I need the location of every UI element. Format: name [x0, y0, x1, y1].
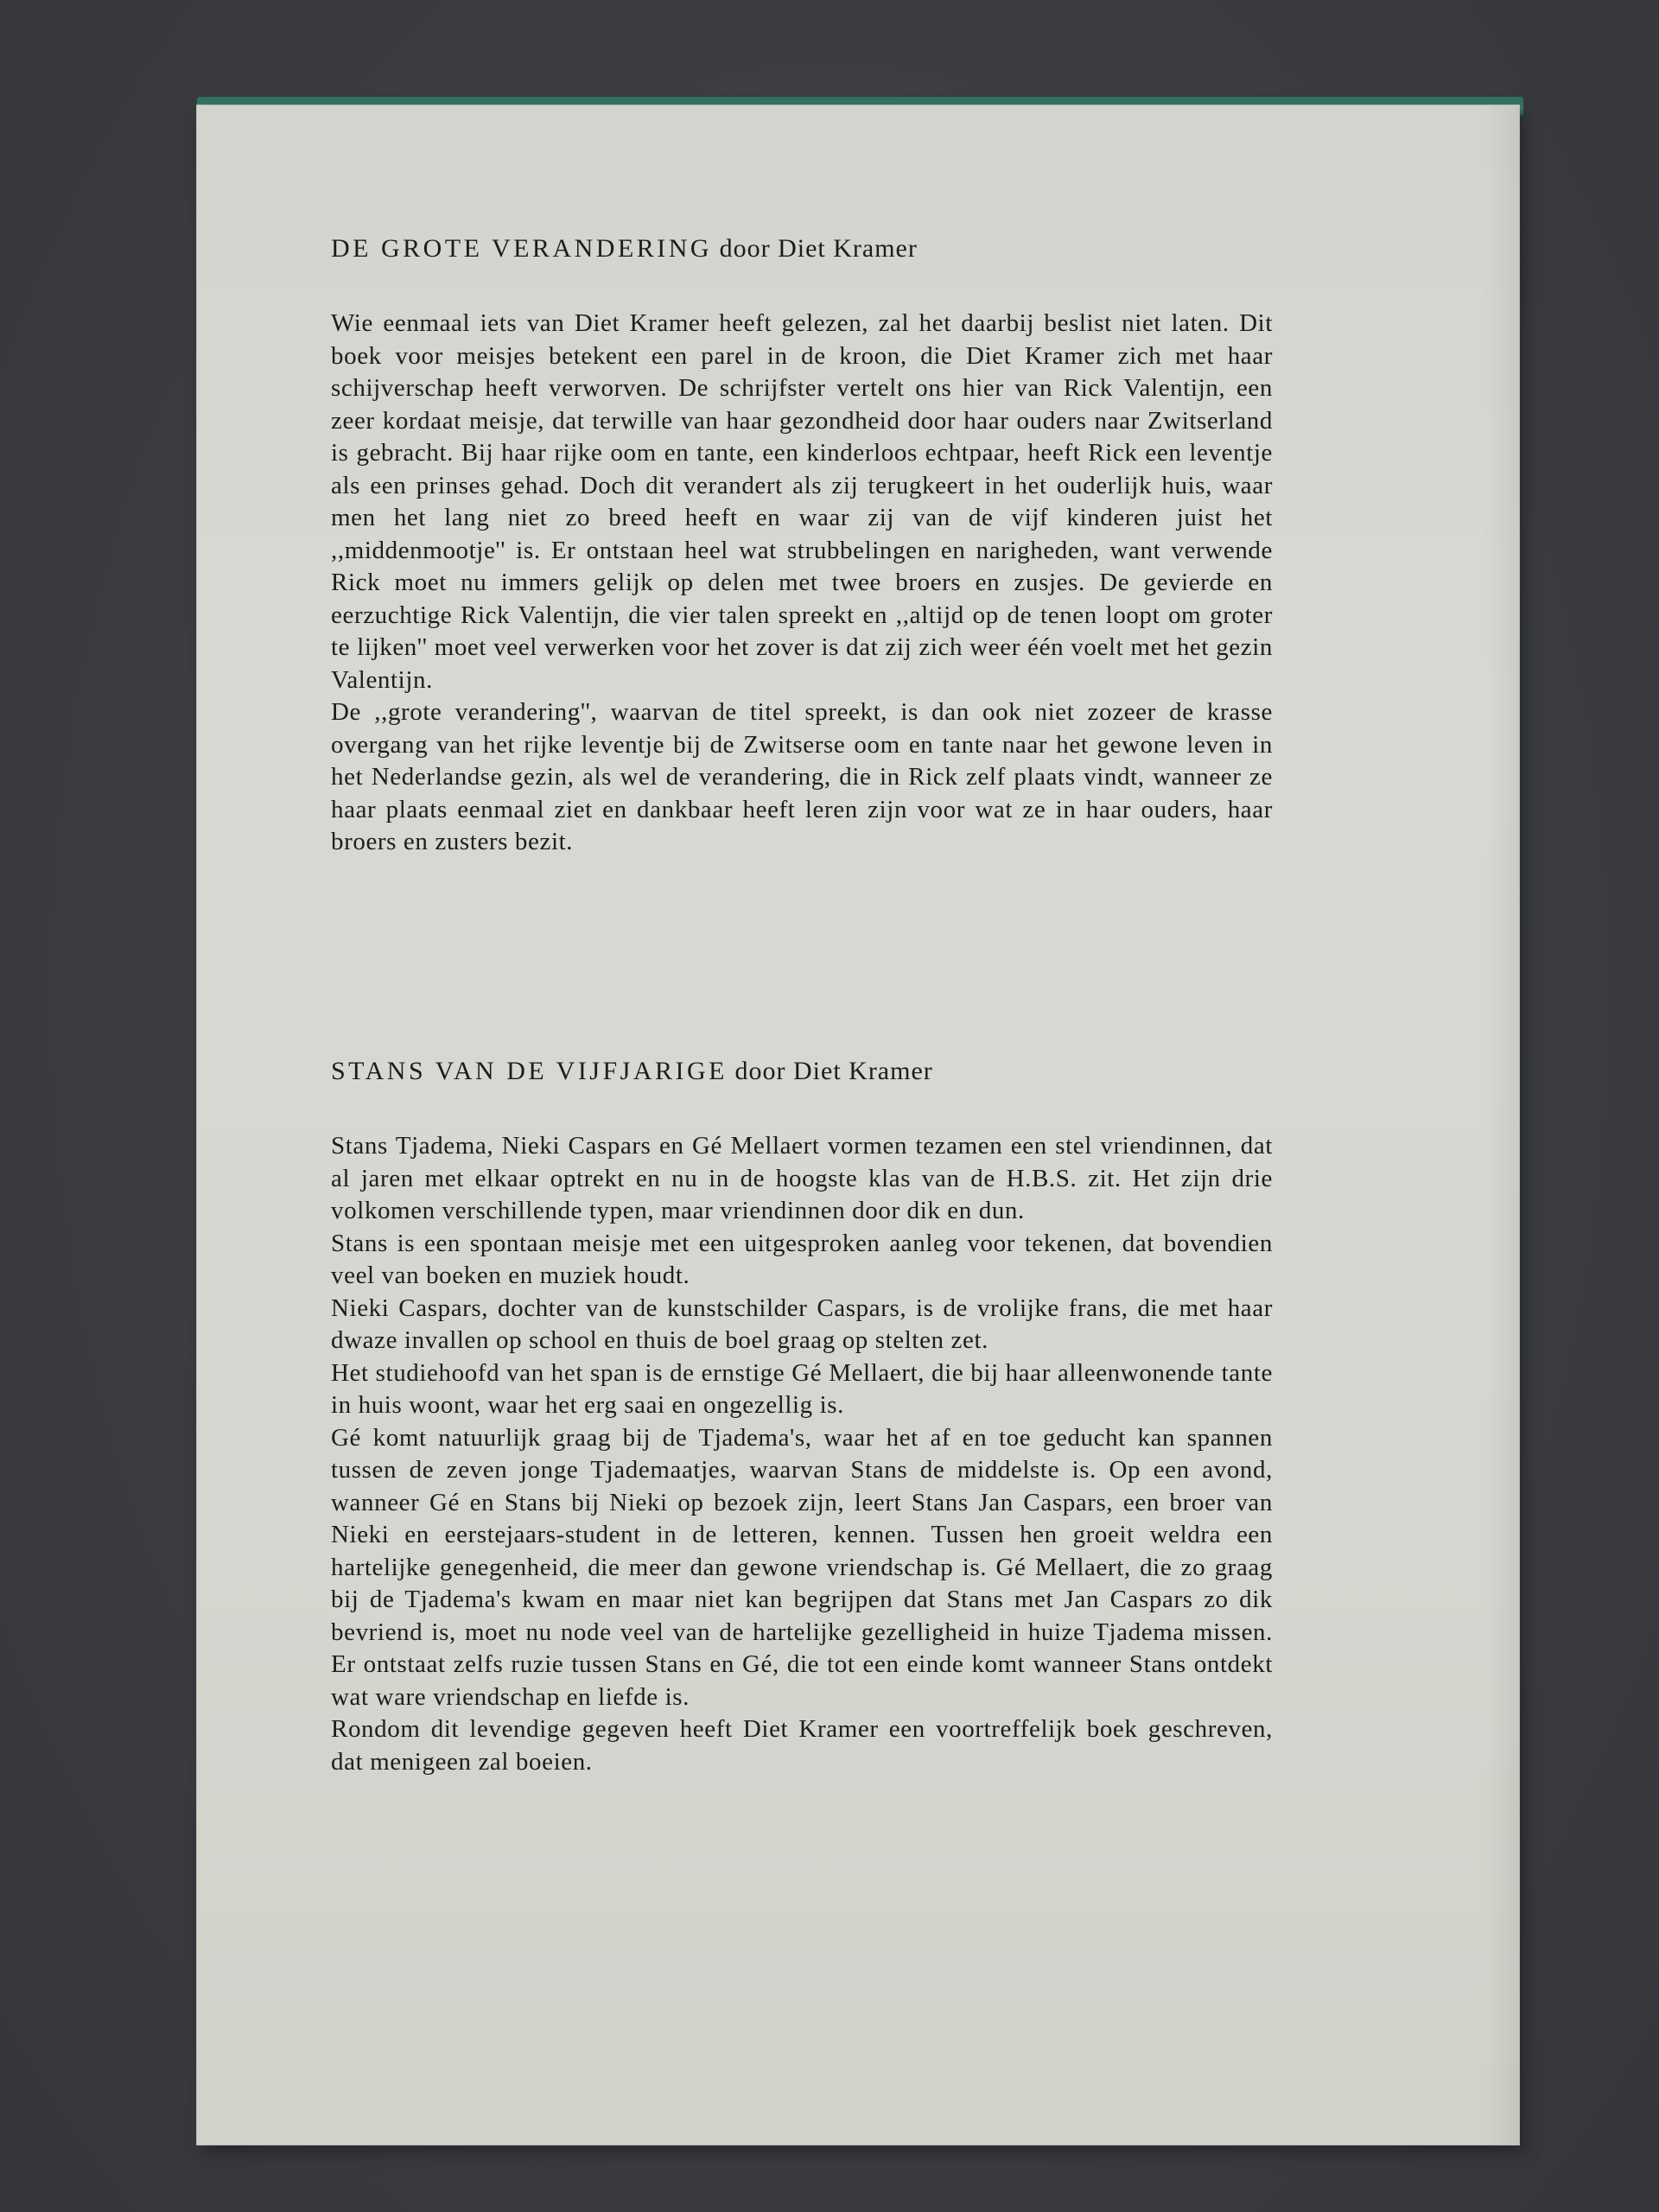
- book-title: STANS VAN DE VIJFJARIGE: [331, 1057, 728, 1085]
- blurb-paragraph: Het studiehoofd van het span is de ernstige Gé Mellaert, die bij haar alleenwonende tante in huis woont, waar het erg saai en ongezellig is.: [331, 1358, 1273, 1419]
- author-line: door Diet Kramer: [719, 234, 918, 263]
- blurb-paragraph: Stans Tjadema, Nieki Caspars en Gé Mellaert vormen tezamen een stel vriendinnen, dat al jaren met elkaar optrekt en nu in de hoogste klas van de H.B.S. zit. Het zijn drie volkomen verschillende typen, maar vriendinnen door dik en dun.: [331, 1132, 1273, 1224]
- book-title: DE GROTE VERANDERING: [331, 234, 713, 263]
- section-heading: [331, 233, 1273, 264]
- section-heading: [331, 1056, 1273, 1087]
- blurb-paragraph: Rondom dit levendige gegeven heeft Diet Kramer een voortreffelijk boek geschreven, dat menigeen zal boeien.: [331, 1715, 1273, 1776]
- blurb-paragraph: De ,,grote verandering'', waarvan de titel spreekt, is dan ook niet zozeer de krasse overgang van het rijke leventje bij de Zwitserse oom en tante naar het gewone leven in het Nederlandse gezin, als wel de verandering, die in Rick zelf plaats vindt, wanneer ze haar plaats eenmaal ziet en dankbaar heeft leren zijn voor wat ze in haar ouders, haar broers en zusters bezit.: [331, 698, 1273, 855]
- blurb-text: [331, 308, 1273, 859]
- blurb-paragraph: Wie eenmaal iets van Diet Kramer heeft gelezen, zal het daarbij beslist niet laten. Dit boek voor meisjes betekent een parel in de kroon, die Diet Kramer zich met haar schijverschap heeft verworven. De schrijfster vertelt ons hier van Rick Valentijn, een zeer kordaat meisje, dat terwille van haar gezondheid door haar ouders naar Zwitserland is gebracht. Bij haar rijke oom en tante, een kinderloos echtpaar, heeft Rick een leventje als een prinses gehad. Doch dit verandert als zij terugkeert in het ouderlijk huis, waar men het lang niet zo breed heeft en waar zij van de vijf kinderen juist het ,,middenmootje'' is. Er ontstaan heel wat strubbelingen en narigheden, want verwende Rick moet nu immers gelijk op delen met twee broers en zusjes. De gevierde en eerzuchtige Rick Valentijn, die vier talen spreekt en ,,altijd op de tenen loopt om groter te lijken'' moet veel verwerken voor het zover is dat zij zich weer één voelt met het gezin Valentijn.: [331, 309, 1273, 694]
- blurb-text: [331, 1130, 1273, 1778]
- book-blurb-section: [331, 1056, 1273, 1778]
- book-blurb-section: [331, 233, 1273, 859]
- author-line: door Diet Kramer: [734, 1057, 933, 1085]
- blurb-paragraph: Stans is een spontaan meisje met een uitgesproken aanleg voor tekenen, dat bovendien veel van boeken en muziek houdt.: [331, 1229, 1273, 1289]
- blurb-paragraph: Gé komt natuurlijk graag bij de Tjadema's, waar het af en toe geducht kan spannen tussen de zeven jonge Tjademaatjes, waarvan Stans de middelste is. Op een avond, wanneer Gé en Stans bij Nieki op bezoek zijn, leert Stans Jan Caspars, een broer van Nieki en eerstejaars-student in de letteren, kennen. Tussen hen groeit weldra een hartelijke genegenheid, die meer dan gewone vriendschap is. Gé Mellaert, die zo graag bij de Tjadema's kwam en maar niet kan begrijpen dat Stans met Jan Caspars zo dik bevriend is, moet nu node veel van de hartelijke gezelligheid in huize Tjadema missen. Er ontstaat zelfs ruzie tussen Stans en Gé, die tot een einde komt wanneer Stans ontdekt wat ware vriendschap en liefde is.: [331, 1423, 1273, 1711]
- blurb-paragraph: Nieki Caspars, dochter van de kunstschilder Caspars, is de vrolijke frans, die met haar dwaze invallen op school en thuis de boel graag op stelten zet.: [331, 1294, 1273, 1354]
- book-back-cover: [197, 105, 1519, 2145]
